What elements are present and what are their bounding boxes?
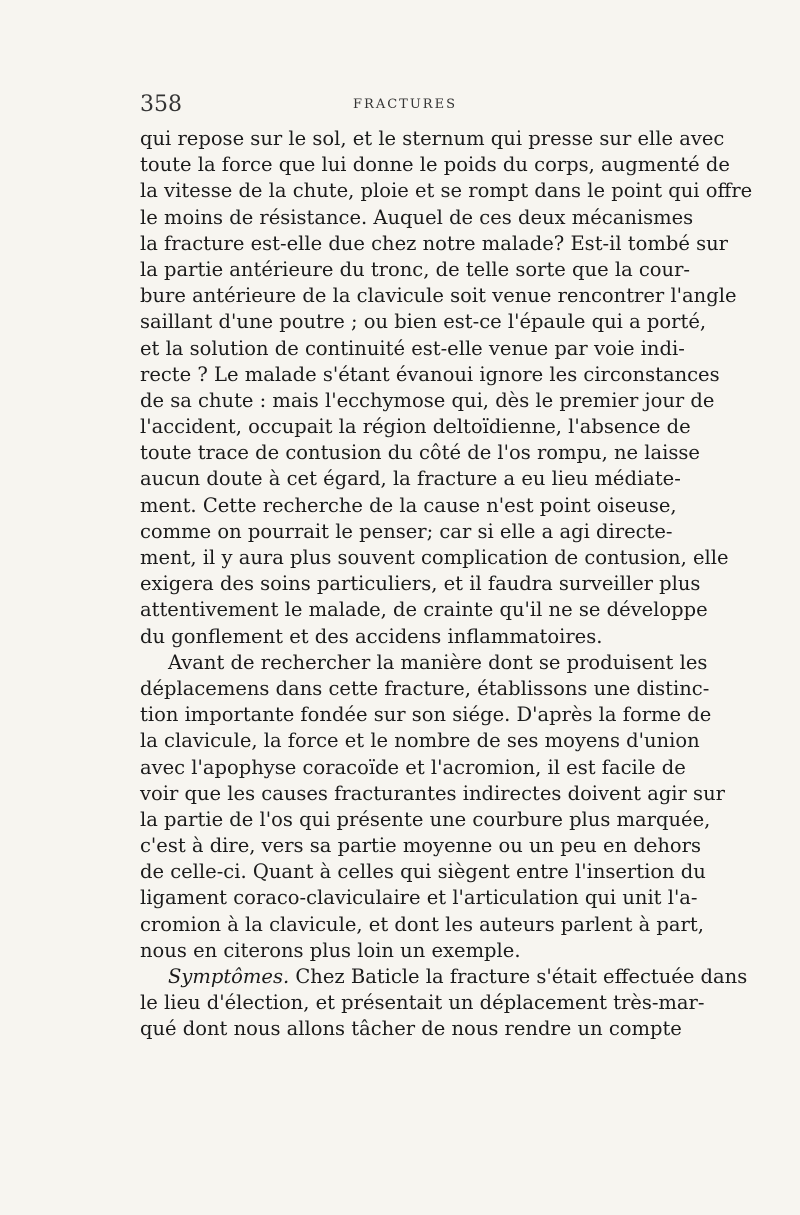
text-line: [140, 938, 670, 964]
line-text: aucun doute à cet égard, la fracture a eu lieu médiate-: [140, 467, 681, 491]
line-text: de celle-ci. Quant à celles qui siègent entre l'insertion du: [140, 860, 706, 884]
text-line: [140, 388, 715, 414]
text-line: [140, 833, 702, 859]
text-line: [140, 728, 700, 754]
text-line: [140, 597, 708, 623]
line-text: l'accident, occupait la région deltoïdienne, l'absence de: [140, 415, 691, 439]
text-line: [140, 205, 694, 231]
text-line: [140, 545, 729, 571]
text-line: [140, 859, 706, 885]
text-line: [140, 309, 707, 335]
line-text: la partie de l'os qui présente une courbure plus marquée,: [140, 807, 711, 831]
text-line: [140, 624, 670, 650]
page-header: [140, 92, 670, 122]
line-text: le lieu d'élection, et présentait un déplacement très-mar-: [140, 991, 705, 1015]
line-text: saillant d'une poutre ; ou bien est-ce l'épaule qui a porté,: [140, 310, 707, 334]
line-text: ligament coraco-claviculaire et l'articulation qui unit l'a-: [140, 886, 698, 910]
text-line: [140, 178, 753, 204]
line-text: la vitesse de la chute, ploie et se rompt dans le point qui offre: [140, 179, 753, 203]
text-line: [140, 1016, 682, 1042]
text-line: [140, 571, 701, 597]
line-text: Chez Baticle la fracture s'était effectuée dans: [289, 965, 748, 988]
line-text: recte ? Le malade s'étant évanoui ignore les circonstances: [140, 362, 720, 386]
line-text: la fracture est-elle due chez notre malade? Est-il tombé sur: [140, 231, 728, 255]
line-text: toute la force que lui donne le poids du corps, augmenté de: [140, 153, 730, 177]
text-line: [140, 493, 677, 519]
text-line: [140, 440, 700, 466]
line-text: cromion à la clavicule, et dont les auteurs parlent à part,: [140, 912, 704, 936]
line-text: nous en citerons plus loin un exemple.: [140, 938, 521, 962]
running-title: FRACTURES: [353, 97, 457, 112]
text-line: [140, 152, 730, 178]
line-text: ment, il y aura plus souvent complication de contusion, elle: [140, 546, 729, 569]
line-text: toute trace de contusion du côté de l'os rompu, ne laisse: [140, 441, 700, 465]
text-line: [140, 990, 705, 1016]
text-line: [140, 676, 710, 702]
line-text: ment. Cette recherche de la cause n'est point oiseuse,: [140, 493, 677, 517]
line-text: tion importante fondée sur son siége. D'après la forme de: [140, 703, 712, 727]
line-text: qui repose sur le sol, et le sternum qui presse sur elle avec: [140, 127, 725, 150]
text-line: [140, 807, 711, 833]
line-text: avec l'apophyse coracoïde et l'acromion, il est facile de: [140, 755, 686, 779]
line-text: la partie antérieure du tronc, de telle sorte que la cour-: [140, 257, 691, 281]
text-line: [140, 257, 691, 283]
section-heading: Symptômes.: [168, 965, 290, 988]
text-line: [140, 519, 673, 545]
text-line: [140, 755, 686, 781]
line-text: Avant de rechercher la manière dont se produisent les: [168, 650, 708, 674]
text-line: [140, 650, 708, 676]
line-text: le moins de résistance. Auquel de ces deux mécanismes: [140, 205, 694, 229]
line-text: et la solution de continuité est-elle venue par voie indi-: [140, 336, 685, 360]
line-text: du gonflement et des accidens inflammatoires.: [140, 624, 603, 648]
text-line: [140, 362, 720, 388]
text-line: [140, 885, 698, 911]
text-line: [140, 964, 748, 990]
page-number: 358: [140, 92, 182, 117]
text-line: [140, 126, 725, 152]
line-text: c'est à dire, vers sa partie moyenne ou un peu en dehors: [140, 834, 702, 858]
body-text: [140, 126, 753, 1043]
text-line: [140, 414, 691, 440]
line-text: bure antérieure de la clavicule soit venue rencontrer l'angle: [140, 284, 737, 308]
line-text: attentivement le malade, de crainte qu'il ne se développe: [140, 598, 708, 622]
text-line: [140, 231, 728, 257]
text-line: [140, 283, 737, 309]
line-text: comme on pourrait le penser; car si elle a agi directe-: [140, 519, 673, 543]
text-line: [140, 912, 704, 938]
line-text: voir que les causes fracturantes indirectes doivent agir sur: [140, 781, 725, 805]
line-text: exigera des soins particuliers, et il faudra surveiller plus: [140, 572, 701, 596]
text-line: [140, 781, 725, 807]
text-line: [140, 336, 685, 362]
line-text: de sa chute : mais l'ecchymose qui, dès le premier jour de: [140, 388, 715, 412]
line-text: la clavicule, la force et le nombre de ses moyens d'union: [140, 729, 700, 753]
text-line: [140, 466, 681, 492]
text-line: [140, 702, 712, 728]
line-text: déplacemens dans cette fracture, établissons une distinc-: [140, 676, 710, 700]
line-text: qué dont nous allons tâcher de nous rendre un compte: [140, 1017, 682, 1041]
